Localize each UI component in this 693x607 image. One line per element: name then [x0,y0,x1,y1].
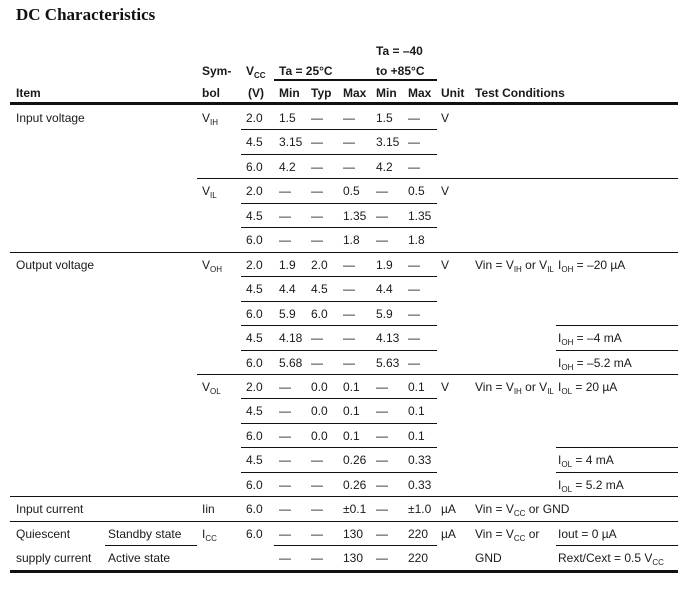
condition-separator [556,447,678,448]
cell-sym [202,184,217,201]
row-separator [241,276,437,277]
cell-typ: — [311,355,323,370]
cell-max: 0.5 [343,184,360,199]
cell-max2: 0.1 [408,379,425,394]
cell-vcc: 4.5 [246,282,263,297]
cell-min2: — [376,477,388,492]
condition-separator [556,472,678,473]
cell-vcc: 2.0 [246,184,263,199]
cell-typ: — [311,526,323,541]
cell-vcc: 2.0 [246,379,263,394]
row-separator [274,545,437,546]
header-sym-line1: Sym- [202,64,232,78]
header-vcc-label: V [246,64,255,78]
cell-min: — [279,453,291,468]
cell-item: Input current [16,502,84,517]
header-unit: Unit [441,86,465,100]
cell-min: 5.9 [279,306,296,321]
header-vcc-unit: (V) [248,86,264,100]
cell-max: 0.1 [343,428,360,443]
cell-max: — [343,282,355,297]
symbol-subscript: IL [547,386,554,396]
row-separator [241,350,437,351]
cell-min2: — [376,551,388,566]
cell-min: — [279,526,291,541]
cell-cond2: $I_{OL} = 5.2$ mA [558,477,624,494]
cell-max2: 0.5 [408,184,425,199]
cell-max: 130 [343,526,364,541]
cell-unit: µA [441,502,456,517]
header-max: Max [343,86,367,100]
cell-vcc: 4.5 [246,208,263,223]
header-ta-range-line2: to +85°C [376,64,425,78]
cell-vcc: 4.5 [246,331,263,346]
cell-min2: — [376,233,388,248]
symbol-subscript: CC [513,509,526,519]
symbol-subscript: IH [513,386,522,396]
cell-max2: 0.1 [408,404,425,419]
cell-typ: — [311,331,323,346]
cell-min: 4.2 [279,159,296,174]
cell-vcc: 2.0 [246,111,263,125]
header-ta-range-line1: Ta = –40 [376,44,423,58]
cell-max: 0.26 [343,453,367,468]
row-separator [241,154,437,155]
cell-min: — [279,551,291,566]
row-separator [241,447,437,448]
cell-vcc: 6.0 [246,477,263,492]
cell-min: — [279,208,291,223]
symbol-subscript: IL [210,191,217,201]
cell-sym [202,380,221,394]
cell-sym [202,258,222,272]
cell-max: 0.1 [343,404,360,419]
row-separator [241,227,437,228]
cell-unit: V [441,184,450,199]
symbol-subscript: OL [561,386,573,396]
cell-cond1: GND [475,551,502,566]
symbol-base: I [558,453,562,468]
cell-min2: 5.9 [376,306,393,321]
cell-min: — [279,502,291,517]
symbol-base: V [202,184,211,199]
header-max2: Max [408,86,432,100]
header-ta25: Ta = 25°C [279,64,333,78]
group-separator [10,496,678,497]
symbol-base: V [202,111,211,125]
cell-max2: 1.8 [408,233,425,248]
symbol-base: V [202,379,211,394]
cell-cond2: $I_{OH} = -5.2$ mA [558,355,632,372]
cell-min: — [279,404,291,419]
cell-max: — [343,135,355,150]
cell-typ: — [311,159,323,174]
cell-vcc: 6.0 [246,502,263,517]
cell-max2: — [408,355,420,370]
cell-max2: 220 [408,526,429,541]
symbol-base: I [558,355,562,370]
cell-typ: — [311,233,323,248]
sub-item-separator [105,545,197,546]
symbol-subscript: CC [652,558,664,568]
cell-min2: — [376,184,388,199]
cell-max2: — [408,282,420,297]
cell-vcc: 6.0 [246,159,263,174]
cell-unit: µA [441,526,456,541]
cell-min2: 3.15 [376,135,400,150]
cell-max: — [343,355,355,370]
row-separator [241,129,437,130]
cell-min: — [279,184,291,199]
cell-min2: 1.5 [376,111,393,125]
cell-max2: 0.1 [408,428,425,443]
cell-cond2: $I_{OH} = -4$ mA [558,331,622,348]
symbol-base: I [558,477,562,492]
cell-typ: — [311,453,323,468]
cell-vcc: 6.0 [246,526,263,541]
symbol-base: V [202,257,211,272]
cell-min2: — [376,453,388,468]
cell-typ: — [311,184,323,199]
symbol-base: I [558,257,562,272]
cell-cond2: Rext/Cext = 0.5 $V_{CC}$ [558,551,664,568]
cell-unit: V [441,111,450,125]
header-rule [10,102,678,105]
cell-min2: — [376,208,388,223]
cell-min2: — [376,502,388,517]
row-separator [241,325,437,326]
cell-sym [202,527,217,541]
condition-separator [556,350,678,351]
cell-typ: — [311,551,323,566]
cell-cond2: Iout = 0 µA [558,526,617,541]
cell-min: 3.15 [279,135,303,150]
cell-vcc: 4.5 [246,453,263,468]
cell-sym [202,502,215,516]
cell-max2: — [408,257,420,272]
page-title: DC Characteristics [16,5,156,24]
cell-typ: 6.0 [311,306,328,321]
row-separator [241,301,437,302]
symbol-subscript: OL [210,386,221,396]
cell-max: ±0.1 [343,502,367,517]
symbol-subscript: OL [561,460,573,470]
cell-vcc: 2.0 [246,257,263,272]
cell-typ: — [311,111,323,125]
cell-min: — [279,233,291,248]
symbol-base: Iin [202,502,215,517]
symbol-base: I [558,331,562,346]
cell-typ: — [311,208,323,223]
cell-cond2: $I_{OL} = 4$ mA [558,453,614,470]
cell-max2: — [408,159,420,174]
cell-typ: — [311,135,323,150]
symbol-base: I [558,379,562,394]
symbol-subscript: IH [513,264,522,274]
symbol-base: V [505,257,514,272]
cell-cond2: $I_{OL} = 20$ µA [558,379,618,396]
cell-typ: 0.0 [311,428,328,443]
cell-max2: — [408,135,420,150]
cell-min2: — [376,404,388,419]
cell-min: 1.9 [279,257,296,272]
cell-typ: 4.5 [311,282,328,297]
row-separator [241,203,437,204]
symbol-base: V [505,502,514,517]
cell-min2: — [376,379,388,394]
cell-min2: 1.9 [376,257,393,272]
condition-separator [556,545,678,546]
symbol-subscript: OH [561,264,574,274]
row-separator [241,423,437,424]
cell-min2: — [376,526,388,541]
ta-range-group-rule [371,79,437,81]
condition-separator [556,325,678,326]
symbol-base: V [539,379,548,394]
group-separator [197,178,678,179]
cell-min2: 4.13 [376,331,400,346]
cell-item: Output voltage [16,257,95,272]
row-separator [241,472,437,473]
cell-typ: — [311,477,323,492]
group-separator [197,374,678,375]
cell-vcc: 6.0 [246,233,263,248]
group-separator [10,521,678,522]
cell-min: 4.18 [279,331,303,346]
header-vcc-sub: CC [254,71,266,80]
symbol-subscript: IH [210,118,219,127]
cell-max2: 0.33 [408,453,432,468]
cell-vcc: 6.0 [246,355,263,370]
cell-vcc: 6.0 [246,428,263,443]
cell-max: — [343,257,355,272]
header-item: Item [16,86,41,100]
cell-sub-item: Standby state [108,526,182,541]
header-typ: Typ [311,86,332,100]
cell-min: — [279,428,291,443]
cell-max: 1.8 [343,233,360,248]
cell-vcc: 6.0 [246,306,263,321]
cell-cond2: $I_{OH} = -20$ µA [558,257,626,274]
cell-max2: — [408,111,420,125]
symbol-base: V [505,526,514,541]
cell-max: 0.26 [343,477,367,492]
cell-max: 130 [343,551,364,566]
cell-typ: 0.0 [311,379,328,394]
ta25-group-rule [274,79,371,81]
cell-sym [202,111,218,125]
header-min2: Min [376,86,397,100]
cell-max: 1.35 [343,208,367,223]
cell-min2: 5.63 [376,355,400,370]
symbol-subscript: OH [561,338,574,348]
cell-min: — [279,477,291,492]
symbol-subscript: IL [547,264,554,274]
cell-vcc: 4.5 [246,135,263,150]
cell-min: — [279,379,291,394]
group-separator [10,252,678,253]
cell-max: — [343,331,355,346]
cell-min2: — [376,428,388,443]
cell-item: supply current [16,551,92,566]
cell-cond1: Vin = $V_{IH}$ or $V_{IL}$ [475,379,554,396]
cell-max: 0.1 [343,379,360,394]
symbol-base: V [505,379,514,394]
symbol-subscript: OH [561,362,574,372]
cell-max: — [343,111,355,125]
symbol-subscript: CC [205,533,217,543]
cell-max: — [343,306,355,321]
symbol-subscript: OH [210,264,223,274]
cell-vcc: 4.5 [246,404,263,419]
cell-min: 4.4 [279,282,296,297]
cell-max2: — [408,306,420,321]
cell-unit: V [441,257,450,272]
symbol-base: V [644,551,653,566]
cell-min2: 4.2 [376,159,393,174]
cell-item: Quiescent [16,526,71,541]
cell-cond1: Vin = $V_{CC}$ or [475,526,540,543]
row-separator [241,398,437,399]
header-min: Min [279,86,300,100]
cell-cond1: Vin = $V_{IH}$ or $V_{IL}$ [475,257,554,274]
cell-sub-item: Active state [108,551,171,566]
symbol-base: I [202,526,206,541]
cell-typ: 2.0 [311,257,328,272]
cell-typ: 0.0 [311,404,328,419]
cell-max2: — [408,331,420,346]
symbol-subscript: CC [513,533,526,543]
symbol-base: V [539,257,548,272]
cell-cond1: Vin = $V_{CC}$ or GND [475,502,570,519]
cell-max2: ±1.0 [408,502,432,517]
cell-min: 5.68 [279,355,303,370]
cell-max: — [343,159,355,174]
header-test-conditions: Test Conditions [475,86,565,100]
cell-min: 1.5 [279,111,296,125]
cell-item: Input voltage [16,111,85,125]
header-vcc [246,64,266,78]
cell-max2: 1.35 [408,208,432,223]
symbol-subscript: OL [561,484,573,494]
header-sym-line2: bol [202,86,220,100]
cell-typ: — [311,502,323,517]
cell-max2: 0.33 [408,477,432,492]
table-bottom-rule [10,570,678,573]
cell-max2: 220 [408,551,429,566]
cell-unit: V [441,379,450,394]
cell-min2: 4.4 [376,282,393,297]
